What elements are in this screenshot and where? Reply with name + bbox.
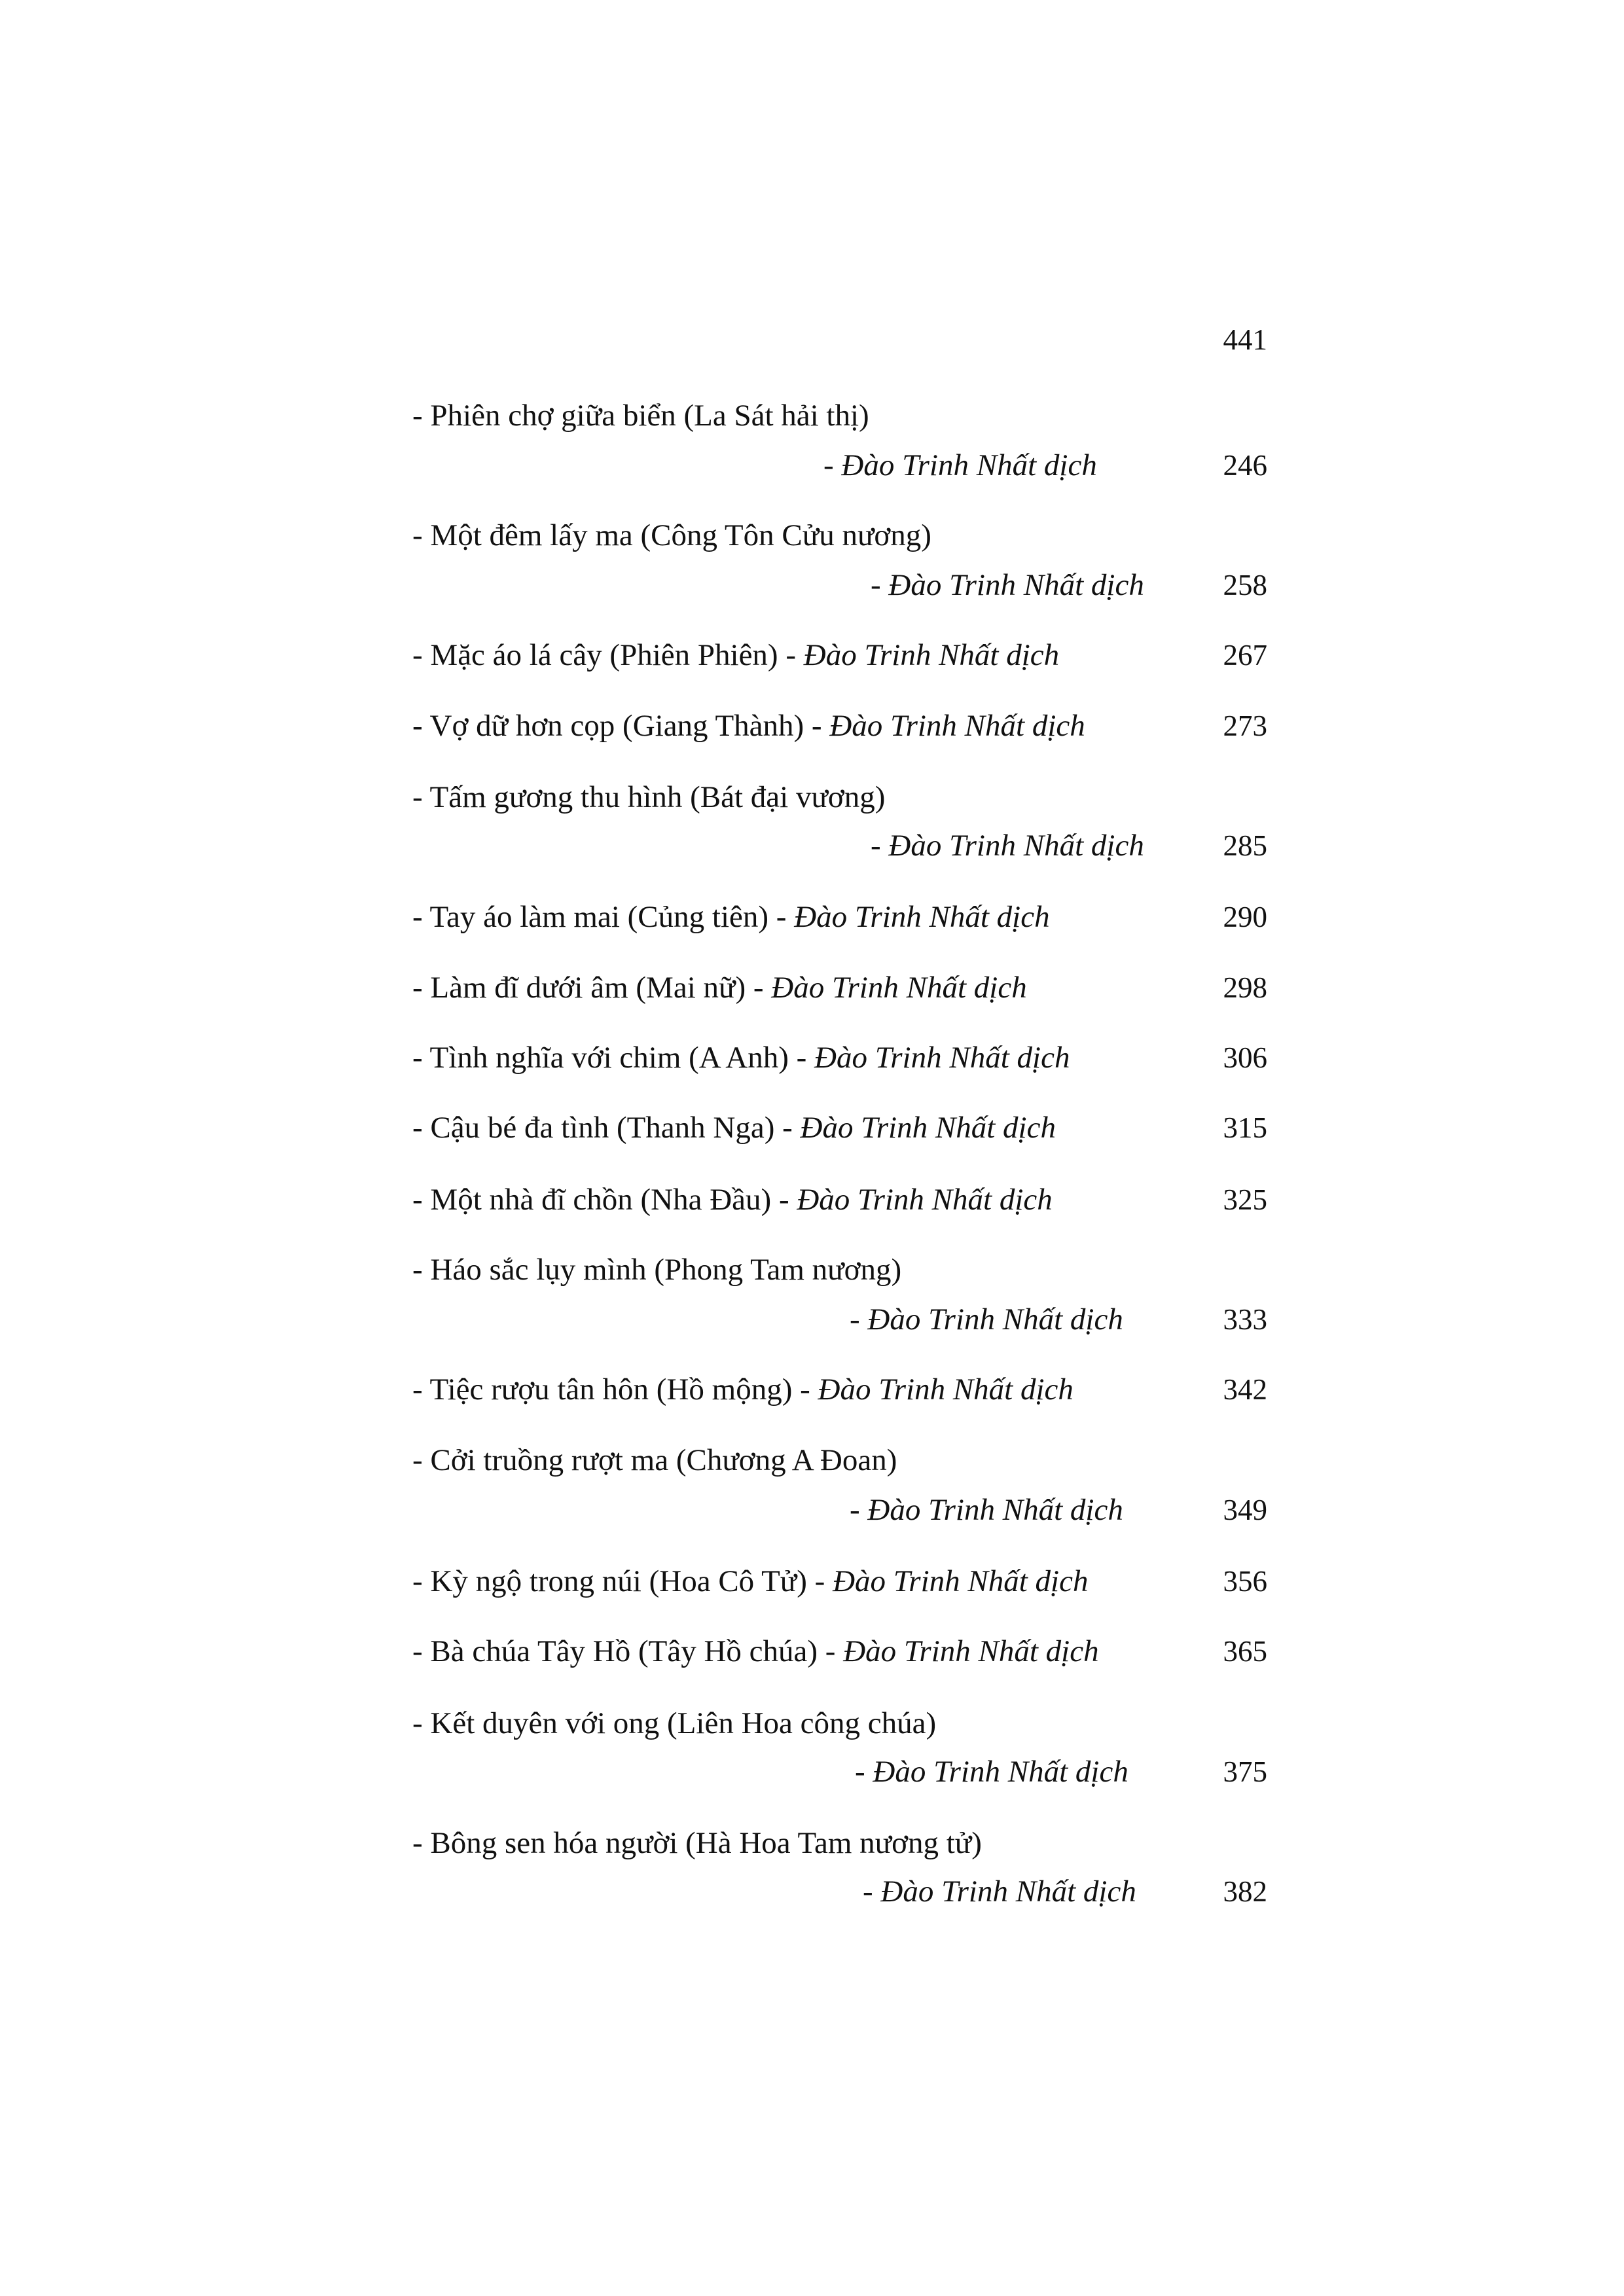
toc-entry-title: - Kết duyên với ong (Liên Hoa công chúa) [412, 1706, 937, 1740]
toc-entry-title: - Tay áo làm mai (Củng tiên) - [412, 900, 787, 934]
toc-entry-page: 325 [1223, 1183, 1267, 1216]
page-number: 441 [1223, 323, 1267, 356]
toc-entry-row [412, 1037, 1070, 1079]
toc-entry-page: 315 [1223, 1111, 1267, 1144]
toc-entry-row [412, 1179, 1053, 1221]
toc-entry-credit: Đào Trinh Nhất dịch [818, 1372, 1074, 1407]
toc-entry-credit: Đào Trinh Nhất dịch [800, 1111, 1056, 1145]
toc-entry-page: 306 [1223, 1041, 1267, 1074]
toc-entry-row [412, 896, 1050, 938]
toc-entry-page: 267 [1223, 639, 1267, 672]
toc-entry-page: 290 [1223, 901, 1267, 933]
toc-entry-credit: - Đào Trinh Nhất dịch [850, 1302, 1123, 1336]
toc-entry-row [412, 634, 1059, 676]
toc-entry-row [412, 1560, 1088, 1602]
toc-entry-page: 285 [1223, 829, 1267, 862]
toc-entry-title: - Mặc áo lá cây (Phiên Phiên) - [412, 638, 796, 672]
toc-entry-credit: Đào Trinh Nhất dịch [833, 1564, 1089, 1598]
toc-entry-credit: Đào Trinh Nhất dịch [797, 1183, 1053, 1217]
toc-entry-page: 365 [1223, 1635, 1267, 1668]
toc-entry-credit: Đào Trinh Nhất dịch [794, 900, 1050, 934]
toc-entry-credit: Đào Trinh Nhất dịch [843, 1634, 1099, 1668]
toc-entry-credit: Đào Trinh Nhất dịch [771, 971, 1027, 1005]
toc-entry-credit: - Đào Trinh Nhất dịch [863, 1874, 1136, 1909]
toc-entry-page: 349 [1223, 1494, 1267, 1526]
toc-entry-title: - Bông sen hóa người (Hà Hoa Tam nương tử) [412, 1826, 982, 1860]
toc-entry-title: - Cậu bé đa tình (Thanh Nga) - [412, 1111, 793, 1145]
toc-entry-title: - Vợ dữ hơn cọp (Giang Thành) - [412, 709, 822, 743]
toc-entry-title: - Tiệc rượu tân hôn (Hồ mộng) - [412, 1372, 810, 1407]
toc-entry-row [412, 967, 1027, 1009]
toc-entry-row [412, 705, 1085, 747]
toc-entry-title: - Kỳ ngộ trong núi (Hoa Cô Tử) - [412, 1564, 825, 1598]
toc-entry-page: 382 [1223, 1875, 1267, 1908]
toc-entry-credit: Đào Trinh Nhất dịch [803, 638, 1060, 672]
toc-entry-page: 356 [1223, 1565, 1267, 1598]
toc-entry-title: - Làm đĩ dưới âm (Mai nữ) - [412, 971, 764, 1005]
toc-entry-credit: - Đào Trinh Nhất dịch [871, 829, 1144, 863]
toc-entry-title: - Một đêm lấy ma (Công Tôn Cửu nương) [412, 518, 931, 552]
toc-entry-title: - Bà chúa Tây Hồ (Tây Hồ chúa) - [412, 1634, 836, 1668]
toc-entry-page: 375 [1223, 1755, 1267, 1788]
toc-entry-page: 333 [1223, 1303, 1267, 1336]
toc-entry-credit: - Đào Trinh Nhất dịch [871, 568, 1144, 602]
toc-entry-title: - Tình nghĩa với chim (A Anh) - [412, 1041, 807, 1075]
toc-entry-credit: - Đào Trinh Nhất dịch [823, 448, 1097, 482]
toc-entry-title: - Háo sắc lụy mình (Phong Tam nương) [412, 1253, 902, 1287]
toc-entry-credit: Đào Trinh Nhất dịch [814, 1041, 1070, 1075]
toc-entry-title: - Cởi truồng rượt ma (Chương A Đoan) [412, 1443, 897, 1477]
toc-entry-row [412, 1107, 1056, 1149]
toc-entry-title: - Tấm gương thu hình (Bát đại vương) [412, 780, 886, 814]
toc-entry-credit: - Đào Trinh Nhất dịch [850, 1493, 1123, 1527]
toc-entry-credit: - Đào Trinh Nhất dịch [855, 1755, 1128, 1789]
toc-entry-credit: Đào Trinh Nhất dịch [829, 709, 1085, 743]
toc-entry-page: 258 [1223, 569, 1267, 601]
toc-entry-title: - Một nhà đĩ chồn (Nha Đầu) - [412, 1183, 789, 1217]
toc-entry-page: 342 [1223, 1373, 1267, 1406]
toc-entry-row [412, 1369, 1074, 1410]
toc-entry-page: 246 [1223, 449, 1267, 482]
toc-entry-page: 298 [1223, 971, 1267, 1004]
toc-entry-row [412, 1630, 1099, 1672]
toc-entry-title: - Phiên chợ giữa biển (La Sát hải thị) [412, 399, 869, 433]
toc-entry-page: 273 [1223, 709, 1267, 742]
